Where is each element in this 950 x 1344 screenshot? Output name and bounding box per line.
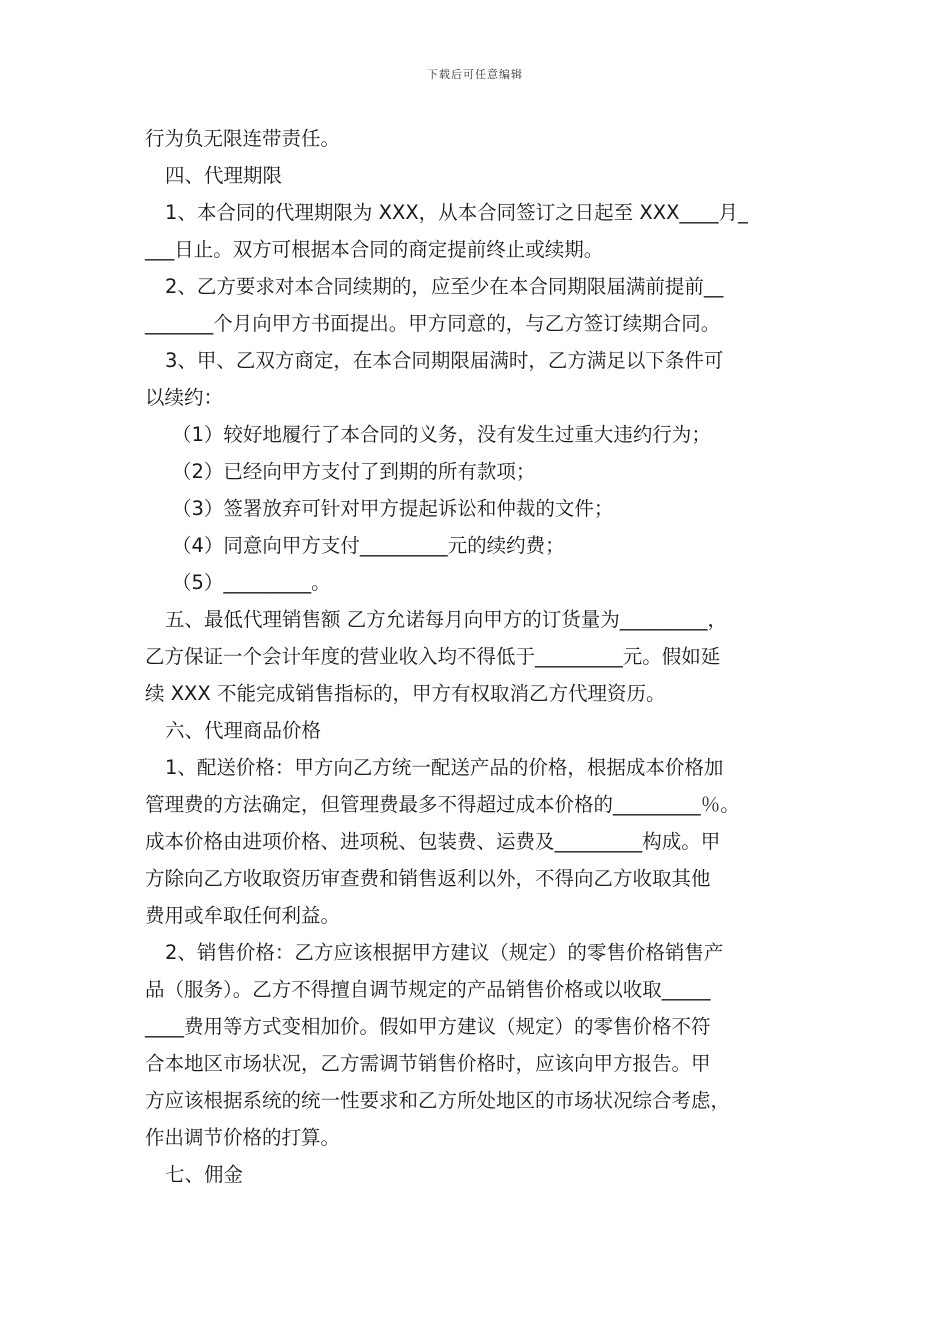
list-item: （3）签署放弃可针对甲方提起诉讼和仲裁的文件； [172, 497, 614, 520]
text-line: 3、甲、乙双方商定，在本合同期限届满时，乙方满足以下条件可 [165, 349, 724, 372]
text-line: 管理费的方法确定，但管理费最多不得超过成本价格的_________％。 [145, 793, 740, 816]
text-line: 品（服务）。乙方不得擅自调节规定的产品销售价格或以收取_____ [145, 978, 711, 1001]
page-header: 下载后可任意编辑 [427, 68, 523, 81]
text-line: ___日止。双方可根据本合同的商定提前终止或续期。 [145, 238, 604, 261]
text-line: 2、乙方要求对本合同续期的，应至少在本合同期限届满前提前__ [165, 275, 724, 298]
text-line: 续 XXX 不能完成销售指标的，甲方有权取消乙方代理资历。 [145, 682, 666, 705]
text-line: 方除向乙方收取资历审查费和销售返利以外，不得向乙方收取其他 [145, 867, 711, 890]
section-heading: 五、最低代理销售额 乙方允诺每月向甲方的订货量为_________， [165, 608, 727, 631]
list-item: （1）较好地履行了本合同的义务，没有发生过重大违约行为； [172, 423, 711, 446]
document-body [145, 120, 825, 1193]
text-line: 费用或牟取任何利益。 [145, 904, 341, 927]
text-line: 1、本合同的代理期限为 XXX，从本合同签订之日起至 XXX____月_ [165, 201, 748, 224]
section-heading: 四、代理期限 [165, 164, 283, 187]
text-line: ____费用等方式变相加价。假如甲方建议（规定）的零售价格不符 [145, 1015, 711, 1038]
list-item: （5）_________。 [172, 571, 331, 594]
text-line: 2、销售价格：乙方应该根据甲方建议（规定）的零售价格销售产 [165, 941, 724, 964]
section-heading: 六、代理商品价格 [165, 719, 322, 742]
text-line: 作出调节价格的打算。 [145, 1126, 341, 1149]
text-line: 1、配送价格：甲方向乙方统一配送产品的价格，根据成本价格加 [165, 756, 724, 779]
section-heading: 七、佣金 [165, 1163, 244, 1186]
text-line: 方应该根据系统的统一性要求和乙方所处地区的市场状况综合考虑， [145, 1089, 731, 1112]
text-line: 以续约： [145, 386, 224, 409]
list-item: （2）已经向甲方支付了到期的所有款项； [172, 460, 536, 483]
text-line: 合本地区市场状况，乙方需调节销售价格时，应该向甲方报告。甲 [145, 1052, 711, 1075]
text-line: 成本价格由进项价格、进项税、包装费、运费及_________构成。甲 [145, 830, 721, 853]
text-line: _______个月向甲方书面提出。甲方同意的，与乙方签订续期合同。 [145, 312, 721, 335]
text-line: 乙方保证一个会计年度的营业收入均不得低于_________元。假如延 [145, 645, 721, 668]
text-line: 行为负无限连带责任。 [145, 127, 341, 150]
list-item: （4）同意向甲方支付_________元的续约费； [172, 534, 565, 557]
